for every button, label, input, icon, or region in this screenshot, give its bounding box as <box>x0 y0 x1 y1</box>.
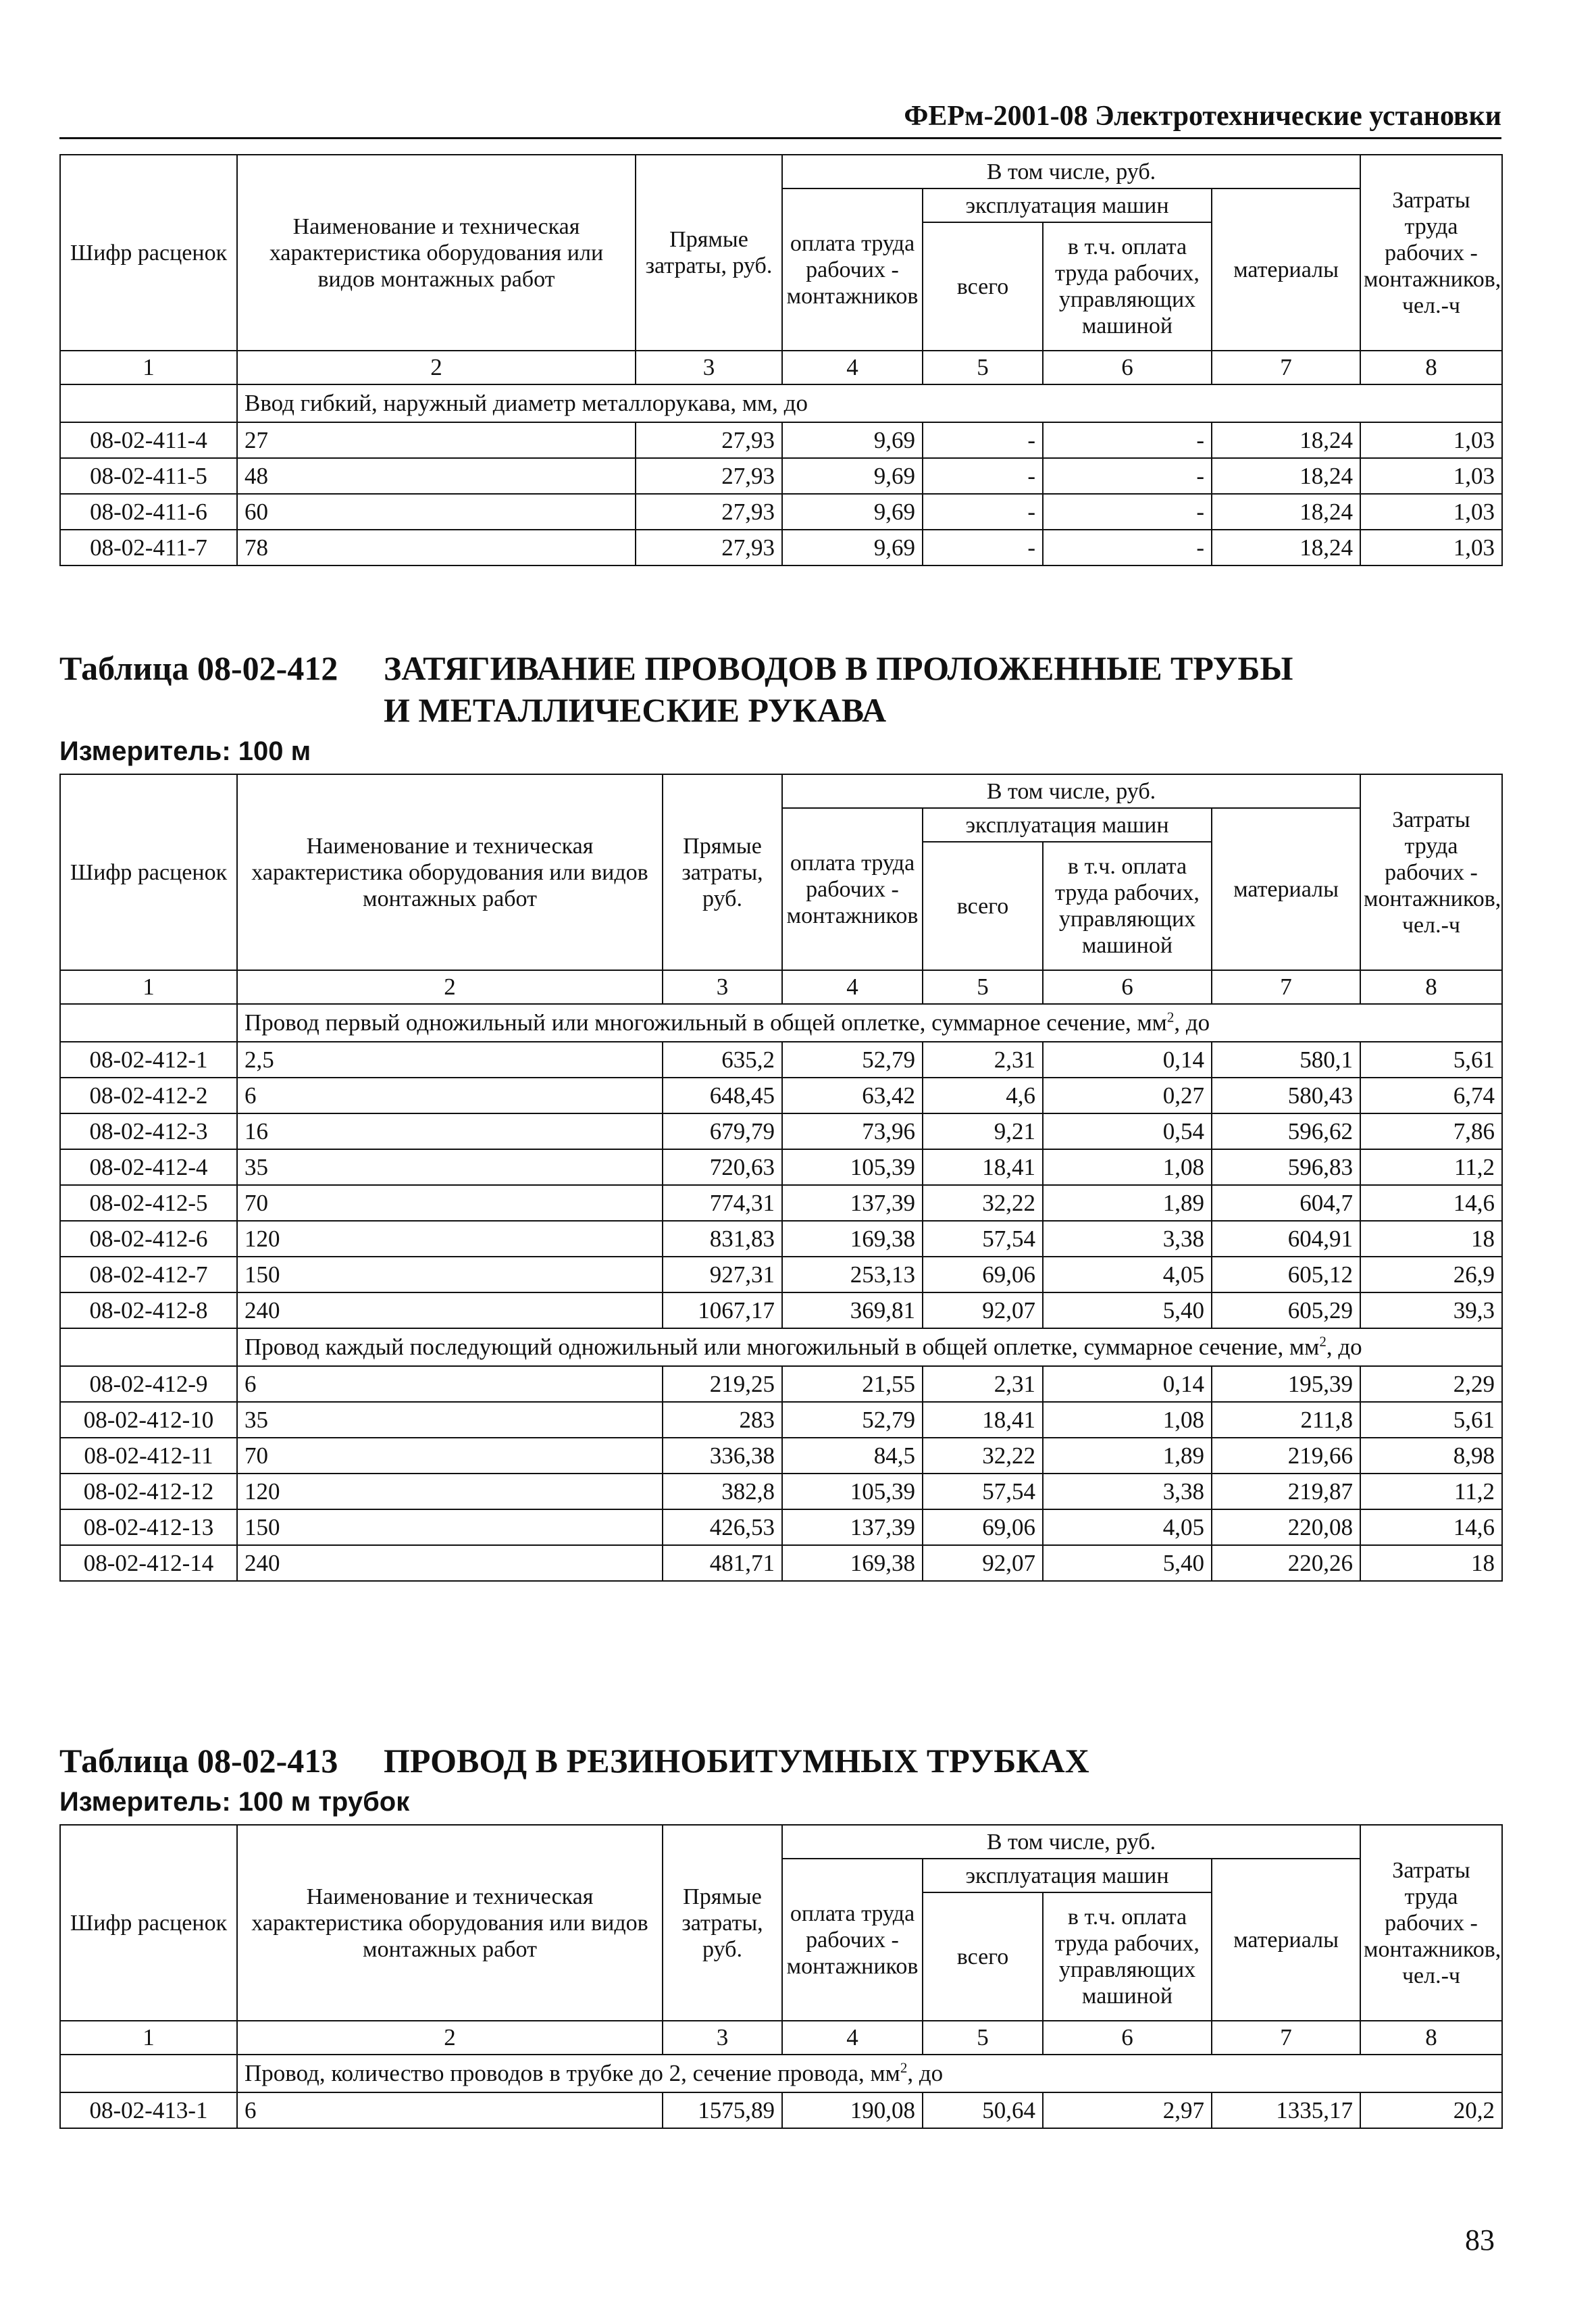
cell-materials: 605,12 <box>1212 1257 1360 1292</box>
cell-drivers: 1,08 <box>1043 1402 1212 1438</box>
col-head-incl: В том числе, руб. <box>782 155 1360 188</box>
cell-drivers: 5,40 <box>1043 1545 1212 1581</box>
cell-hours: 1,03 <box>1360 422 1502 458</box>
header-row <box>60 1825 1502 1859</box>
cell-code: 08-02-412-7 <box>60 1257 237 1292</box>
section-heading: Провод первый одножильный или многожильный в общей оплетке, суммарное сечение, $мм^2$, до <box>237 1004 1502 1042</box>
cell-name: 60 <box>237 494 636 530</box>
col-head-total: всего <box>923 222 1043 351</box>
cell-machines: 4,6 <box>923 1078 1043 1113</box>
cell-direct: 720,63 <box>663 1149 782 1185</box>
cell-materials: 219,87 <box>1212 1474 1360 1509</box>
col-head-drivers: в т.ч. оплата труда рабочих, управляющих машиной <box>1043 1892 1212 2021</box>
cell-direct: 831,83 <box>663 1221 782 1257</box>
cell-materials: 18,24 <box>1212 422 1360 458</box>
cell-name: 150 <box>237 1509 663 1545</box>
cell-hours: 18 <box>1360 1221 1502 1257</box>
cell-drivers: - <box>1043 458 1212 494</box>
cell-drivers: - <box>1043 494 1212 530</box>
column-number: 3 <box>636 351 782 384</box>
cell-name: 240 <box>237 1545 663 1581</box>
cell-drivers: - <box>1043 530 1212 565</box>
cell-materials: 195,39 <box>1212 1366 1360 1402</box>
col-head-materials: материалы <box>1212 808 1360 970</box>
col-head-direct: Прямые затраты, руб. <box>636 155 782 351</box>
cell-name: 120 <box>237 1221 663 1257</box>
col-head-machines: эксплуатация машин <box>923 1859 1212 1892</box>
column-number: 5 <box>923 970 1043 1004</box>
col-head-materials: материалы <box>1212 188 1360 351</box>
column-number: 1 <box>60 970 237 1004</box>
column-number: 4 <box>782 970 923 1004</box>
table-row <box>60 1149 1502 1185</box>
cell-hours: 11,2 <box>1360 1149 1502 1185</box>
cell-name: 16 <box>237 1113 663 1149</box>
col-head-machines: эксплуатация машин <box>923 188 1212 222</box>
cell-labor: 9,69 <box>782 530 923 565</box>
cell-machines: 9,21 <box>923 1113 1043 1149</box>
measure-unit: Измеритель: 100 м <box>59 736 311 766</box>
cell-materials: 604,91 <box>1212 1221 1360 1257</box>
cell-machines: 2,31 <box>923 1042 1043 1078</box>
cell-code: 08-02-412-10 <box>60 1402 237 1438</box>
table-413-title <box>59 1740 1089 1782</box>
cell-labor: 63,42 <box>782 1078 923 1113</box>
cell-labor: 169,38 <box>782 1221 923 1257</box>
cell-materials: 211,8 <box>1212 1402 1360 1438</box>
cell-materials: 220,26 <box>1212 1545 1360 1581</box>
cell-name: 120 <box>237 1474 663 1509</box>
cell-labor: 137,39 <box>782 1185 923 1221</box>
column-number: 4 <box>782 2021 923 2055</box>
cell-drivers: 3,38 <box>1043 1221 1212 1257</box>
cell-direct: 927,31 <box>663 1257 782 1292</box>
cell-drivers: 5,40 <box>1043 1292 1212 1328</box>
cell-name: 240 <box>237 1292 663 1328</box>
cell-name: 6 <box>237 1078 663 1113</box>
cell-drivers: 0,54 <box>1043 1113 1212 1149</box>
cell-name: 6 <box>237 1366 663 1402</box>
column-number: 7 <box>1212 970 1360 1004</box>
cell-machines: - <box>923 458 1043 494</box>
cell-machines: - <box>923 530 1043 565</box>
cell-code: 08-02-411-6 <box>60 494 237 530</box>
cell-labor: 21,55 <box>782 1366 923 1402</box>
cell-direct: 336,38 <box>663 1438 782 1474</box>
column-number: 7 <box>1212 351 1360 384</box>
cell-direct: 283 <box>663 1402 782 1438</box>
table-row <box>60 1509 1502 1545</box>
cell-labor: 73,96 <box>782 1113 923 1149</box>
cell-machines: 57,54 <box>923 1221 1043 1257</box>
cell-drivers: 1,89 <box>1043 1185 1212 1221</box>
cell-labor: 369,81 <box>782 1292 923 1328</box>
cell-drivers: 2,97 <box>1043 2092 1212 2128</box>
cell-hours: 20,2 <box>1360 2092 1502 2128</box>
col-head-code: Шифр расценок <box>60 1825 237 2021</box>
cell-code: 08-02-412-3 <box>60 1113 237 1149</box>
col-head-code: Шифр расценок <box>60 155 237 351</box>
cell-hours: 14,6 <box>1360 1509 1502 1545</box>
cell-materials: 220,08 <box>1212 1509 1360 1545</box>
cell-drivers: 0,14 <box>1043 1042 1212 1078</box>
rates-table-411 <box>59 154 1503 566</box>
table-row <box>60 1474 1502 1509</box>
cell-name: 35 <box>237 1149 663 1185</box>
cell-labor: 137,39 <box>782 1509 923 1545</box>
cell-direct: 648,45 <box>663 1078 782 1113</box>
table-row <box>60 1438 1502 1474</box>
cell-drivers: 3,38 <box>1043 1474 1212 1509</box>
cell-direct: 635,2 <box>663 1042 782 1078</box>
cell-hours: 5,61 <box>1360 1402 1502 1438</box>
table-number: Таблица 08-02-413 <box>59 1742 338 1780</box>
cell-labor: 9,69 <box>782 422 923 458</box>
cell-machines: - <box>923 494 1043 530</box>
cell-name: 35 <box>237 1402 663 1438</box>
column-number: 3 <box>663 2021 782 2055</box>
cell-machines: 32,22 <box>923 1438 1043 1474</box>
cell-machines: 69,06 <box>923 1509 1043 1545</box>
header-row <box>60 155 1502 188</box>
section-row <box>60 1004 1502 1042</box>
cell-name: 6 <box>237 2092 663 2128</box>
cell-code: 08-02-412-1 <box>60 1042 237 1078</box>
column-number: 2 <box>237 970 663 1004</box>
col-head-direct: Прямые затраты, руб. <box>663 774 782 970</box>
col-head-name: Наименование и техническая характеристика оборудования или видов монтажных работ <box>237 1825 663 2021</box>
cell-machines: - <box>923 422 1043 458</box>
col-head-direct: Прямые затраты, руб. <box>663 1825 782 2021</box>
column-number: 2 <box>237 351 636 384</box>
cell-direct: 27,93 <box>636 422 782 458</box>
cell-hours: 14,6 <box>1360 1185 1502 1221</box>
cell-materials: 604,7 <box>1212 1185 1360 1221</box>
section-heading: Провод каждый последующий одножильный или многожильный в общей оплетке, суммарное сечение, $мм^2$, до <box>237 1328 1502 1366</box>
cell-direct: 27,93 <box>636 530 782 565</box>
section-row <box>60 2055 1502 2092</box>
cell-direct: 1575,89 <box>663 2092 782 2128</box>
cell-hours: 11,2 <box>1360 1474 1502 1509</box>
table-row <box>60 422 1502 458</box>
cell-direct: 219,25 <box>663 1366 782 1402</box>
rates-table-412 <box>59 774 1503 1582</box>
col-head-total: всего <box>923 842 1043 970</box>
section-row <box>60 384 1502 422</box>
cell-labor: 9,69 <box>782 458 923 494</box>
cell-drivers: 1,89 <box>1043 1438 1212 1474</box>
cell-hours: 2,29 <box>1360 1366 1502 1402</box>
cell-materials: 596,83 <box>1212 1149 1360 1185</box>
cell-labor: 52,79 <box>782 1042 923 1078</box>
cell-name: 70 <box>237 1185 663 1221</box>
cell-direct: 382,8 <box>663 1474 782 1509</box>
cell-labor: 9,69 <box>782 494 923 530</box>
cell-direct: 27,93 <box>636 458 782 494</box>
column-number: 1 <box>60 351 237 384</box>
column-number-row <box>60 970 1502 1004</box>
cell-code: 08-02-412-13 <box>60 1509 237 1545</box>
column-number-row <box>60 351 1502 384</box>
section-row <box>60 1328 1502 1366</box>
column-number: 1 <box>60 2021 237 2055</box>
page-number: 83 <box>1465 2223 1495 2257</box>
column-number: 8 <box>1360 2021 1502 2055</box>
cell-drivers: 0,27 <box>1043 1078 1212 1113</box>
section-heading: Ввод гибкий, наружный диаметр металлорукава, мм, до <box>237 384 1502 422</box>
col-head-incl: В том числе, руб. <box>782 774 1360 808</box>
table-row <box>60 458 1502 494</box>
table-row <box>60 1042 1502 1078</box>
running-header: ФЕРм-2001-08 Электротехнические установки <box>904 101 1501 132</box>
cell-labor: 105,39 <box>782 1474 923 1509</box>
cell-name: 2,5 <box>237 1042 663 1078</box>
cell-labor: 105,39 <box>782 1149 923 1185</box>
col-head-code: Шифр расценок <box>60 774 237 970</box>
column-number: 7 <box>1212 2021 1360 2055</box>
cell-code: 08-02-411-5 <box>60 458 237 494</box>
cell-code: 08-02-411-7 <box>60 530 237 565</box>
cell-direct: 679,79 <box>663 1113 782 1149</box>
header-rule <box>59 137 1501 139</box>
table-row <box>60 1221 1502 1257</box>
cell-materials: 580,1 <box>1212 1042 1360 1078</box>
measure-unit: Измеритель: 100 м трубок <box>59 1787 410 1817</box>
column-number: 6 <box>1043 2021 1212 2055</box>
cell-labor: 169,38 <box>782 1545 923 1581</box>
cell-hours: 7,86 <box>1360 1113 1502 1149</box>
cell-name: 27 <box>237 422 636 458</box>
col-head-machines: эксплуатация машин <box>923 808 1212 842</box>
table-title-line: ПРОВОД В РЕЗИНОБИТУМНЫХ ТРУБКАХ <box>384 1742 1089 1780</box>
cell-direct: 774,31 <box>663 1185 782 1221</box>
table-row <box>60 1257 1502 1292</box>
cell-machines: 18,41 <box>923 1149 1043 1185</box>
cell-name: 150 <box>237 1257 663 1292</box>
cell-materials: 580,43 <box>1212 1078 1360 1113</box>
cell-code: 08-02-412-11 <box>60 1438 237 1474</box>
cell-code: 08-02-412-2 <box>60 1078 237 1113</box>
table-row <box>60 1402 1502 1438</box>
cell-code: 08-02-412-9 <box>60 1366 237 1402</box>
col-head-labor: оплата труда рабочих - монтажников <box>782 808 923 970</box>
cell-hours: 5,61 <box>1360 1042 1502 1078</box>
cell-materials: 18,24 <box>1212 530 1360 565</box>
table-row <box>60 494 1502 530</box>
cell-drivers: 4,05 <box>1043 1509 1212 1545</box>
column-number: 4 <box>782 351 923 384</box>
column-number: 2 <box>237 2021 663 2055</box>
cell-materials: 1335,17 <box>1212 2092 1360 2128</box>
table-row <box>60 1113 1502 1149</box>
table-412-title <box>59 647 1293 731</box>
table-row <box>60 1078 1502 1113</box>
cell-code: 08-02-412-12 <box>60 1474 237 1509</box>
cell-machines: 57,54 <box>923 1474 1043 1509</box>
table-title-line: ЗАТЯГИВАНИЕ ПРОВОДОВ В ПРОЛОЖЕННЫЕ ТРУБЫ <box>384 649 1293 687</box>
col-head-incl: В том числе, руб. <box>782 1825 1360 1859</box>
cell-hours: 6,74 <box>1360 1078 1502 1113</box>
col-head-name: Наименование и техническая характеристика оборудования или видов монтажных работ <box>237 155 636 351</box>
cell-materials: 18,24 <box>1212 458 1360 494</box>
cell-hours: 1,03 <box>1360 494 1502 530</box>
cell-labor: 253,13 <box>782 1257 923 1292</box>
cell-materials: 605,29 <box>1212 1292 1360 1328</box>
column-number: 3 <box>663 970 782 1004</box>
cell-machines: 18,41 <box>923 1402 1043 1438</box>
cell-machines: 32,22 <box>923 1185 1043 1221</box>
cell-code: 08-02-412-5 <box>60 1185 237 1221</box>
rates-table-413 <box>59 1824 1503 2129</box>
table-row <box>60 2092 1502 2128</box>
column-number: 5 <box>923 351 1043 384</box>
cell-code: 08-02-412-14 <box>60 1545 237 1581</box>
cell-code: 08-02-411-4 <box>60 422 237 458</box>
cell-machines: 69,06 <box>923 1257 1043 1292</box>
cell-drivers: 4,05 <box>1043 1257 1212 1292</box>
cell-materials: 219,66 <box>1212 1438 1360 1474</box>
cell-labor: 52,79 <box>782 1402 923 1438</box>
col-head-drivers: в т.ч. оплата труда рабочих, управляющих машиной <box>1043 222 1212 351</box>
table-number: Таблица 08-02-412 <box>59 649 338 687</box>
cell-name: 70 <box>237 1438 663 1474</box>
cell-hours: 1,03 <box>1360 530 1502 565</box>
cell-code: 08-02-412-4 <box>60 1149 237 1185</box>
cell-labor: 84,5 <box>782 1438 923 1474</box>
cell-materials: 596,62 <box>1212 1113 1360 1149</box>
table-row <box>60 1292 1502 1328</box>
table-row <box>60 1185 1502 1221</box>
column-number-row <box>60 2021 1502 2055</box>
col-head-total: всего <box>923 1892 1043 2021</box>
cell-machines: 92,07 <box>923 1545 1043 1581</box>
cell-code: 08-02-412-6 <box>60 1221 237 1257</box>
cell-code: 08-02-412-8 <box>60 1292 237 1328</box>
header-row <box>60 774 1502 808</box>
column-number: 8 <box>1360 351 1502 384</box>
cell-name: 78 <box>237 530 636 565</box>
column-number: 5 <box>923 2021 1043 2055</box>
cell-labor: 190,08 <box>782 2092 923 2128</box>
table-row <box>60 1545 1502 1581</box>
cell-drivers: 0,14 <box>1043 1366 1212 1402</box>
cell-machines: 2,31 <box>923 1366 1043 1402</box>
cell-hours: 8,98 <box>1360 1438 1502 1474</box>
column-number: 8 <box>1360 970 1502 1004</box>
cell-materials: 18,24 <box>1212 494 1360 530</box>
table-row <box>60 530 1502 565</box>
cell-hours: 18 <box>1360 1545 1502 1581</box>
cell-code: 08-02-413-1 <box>60 2092 237 2128</box>
col-head-drivers: в т.ч. оплата труда рабочих, управляющих машиной <box>1043 842 1212 970</box>
cell-machines: 50,64 <box>923 2092 1043 2128</box>
table-title-line: И МЕТАЛЛИЧЕСКИЕ РУКАВА <box>384 691 887 729</box>
col-head-hours: Затраты труда рабочих - монтажников, чел.-ч <box>1360 774 1502 970</box>
table-row <box>60 1366 1502 1402</box>
cell-drivers: 1,08 <box>1043 1149 1212 1185</box>
col-head-labor: оплата труда рабочих - монтажников <box>782 1859 923 2021</box>
cell-direct: 27,93 <box>636 494 782 530</box>
cell-hours: 1,03 <box>1360 458 1502 494</box>
column-number: 6 <box>1043 970 1212 1004</box>
cell-hours: 26,9 <box>1360 1257 1502 1292</box>
cell-drivers: - <box>1043 422 1212 458</box>
section-heading: Провод, количество проводов в трубке до 2, сечение провода, $мм^2$, до <box>237 2055 1502 2092</box>
col-head-hours: Затраты труда рабочих - монтажников, чел.-ч <box>1360 1825 1502 2021</box>
cell-machines: 92,07 <box>923 1292 1043 1328</box>
cell-hours: 39,3 <box>1360 1292 1502 1328</box>
column-number: 6 <box>1043 351 1212 384</box>
col-head-labor: оплата труда рабочих - монтажников <box>782 188 923 351</box>
col-head-materials: материалы <box>1212 1859 1360 2021</box>
col-head-hours: Затраты труда рабочих - монтажников, чел.-ч <box>1360 155 1502 351</box>
cell-direct: 481,71 <box>663 1545 782 1581</box>
col-head-name: Наименование и техническая характеристика оборудования или видов монтажных работ <box>237 774 663 970</box>
cell-direct: 426,53 <box>663 1509 782 1545</box>
cell-direct: 1067,17 <box>663 1292 782 1328</box>
cell-name: 48 <box>237 458 636 494</box>
